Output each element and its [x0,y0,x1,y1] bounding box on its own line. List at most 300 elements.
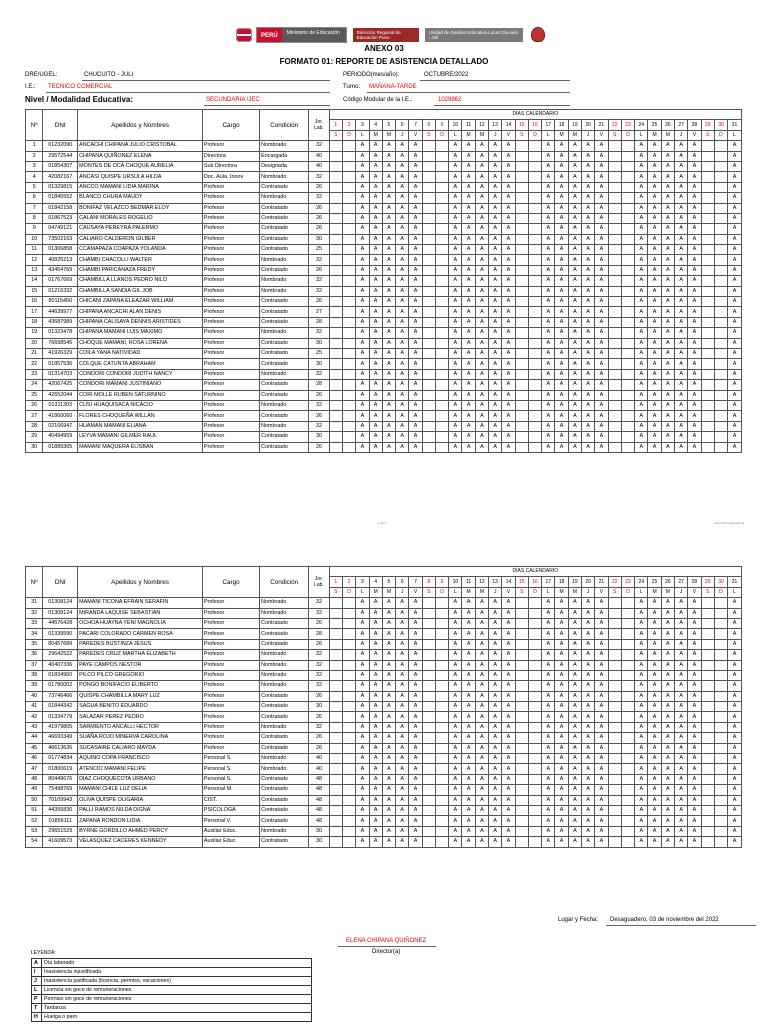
attendance-cell: A [462,421,475,431]
attendance-cell: A [568,338,581,348]
attendance-cell: A [356,182,369,192]
attendance-cell [515,660,528,670]
attendance-cell [422,816,435,826]
row-jornada: 32 [309,400,329,410]
attendance-cell: A [462,307,475,317]
attendance-cell [342,317,355,327]
attendance-cell [435,660,448,670]
attendance-cell: A [502,234,515,244]
row-nombre: PILCO PILCO GREGORIO [78,670,203,680]
attendance-cell: A [635,733,648,743]
day-number: 16 [528,577,541,587]
attendance-cell [608,618,621,628]
day-number: 14 [502,577,515,587]
attendance-cell: A [409,660,422,670]
attendance-cell: A [475,161,488,171]
attendance-cell [714,598,727,608]
attendance-cell: A [595,348,608,358]
attendance-cell [608,317,621,327]
attendance-cell: A [502,837,515,847]
attendance-cell: A [582,764,595,774]
attendance-cell: A [409,785,422,795]
attendance-cell: A [396,722,409,732]
table-row [26,754,742,764]
attendance-cell [701,380,714,390]
attendance-cell: A [555,795,568,805]
row-nombre: ANCASI QUISPE URSULA HILDA [78,172,203,182]
attendance-cell: A [568,411,581,421]
row-condicion: Contratado [260,359,309,369]
attendance-cell: A [369,255,382,265]
attendance-cell: A [728,722,742,732]
table-row [26,265,742,275]
attendance-cell: A [635,795,648,805]
attendance-cell: A [489,338,502,348]
attendance-cell: A [396,754,409,764]
row-condicion: Contratado [260,203,309,213]
attendance-cell [329,722,342,732]
row-jornada: 26 [309,743,329,753]
attendance-cell [515,598,528,608]
attendance-cell [515,338,528,348]
row-dni: 80449676 [43,774,78,784]
row-dni: 80457689 [43,639,78,649]
row-nombre: CORI MOLLE RUBEN SATURNINO [78,390,203,400]
attendance-cell [528,442,541,452]
attendance-cell: A [409,400,422,410]
header-dni: DNI [43,110,78,141]
attendance-cell: A [462,743,475,753]
attendance-cell: A [382,245,395,255]
attendance-cell: A [449,338,462,348]
attendance-cell: A [555,297,568,307]
attendance-cell: A [674,639,687,649]
attendance-cell: A [382,193,395,203]
attendance-cell [422,317,435,327]
table-row [26,733,742,743]
attendance-cell: A [489,432,502,442]
attendance-cell [515,369,528,379]
attendance-cell: A [568,660,581,670]
attendance-cell: A [356,421,369,431]
attendance-cell: A [475,691,488,701]
row-jornada: 32 [309,328,329,338]
attendance-cell: A [462,670,475,680]
row-cargo: Doc. Aula. Innov [202,172,259,182]
attendance-cell: A [396,442,409,452]
row-jornada: 48 [309,805,329,815]
attendance-cell: A [502,151,515,161]
attendance-cell: A [635,317,648,327]
attendance-cell: A [449,629,462,639]
day-number: 30 [714,577,727,587]
attendance-cell: A [568,307,581,317]
attendance-cell [701,743,714,753]
attendance-cell: A [542,618,555,628]
attendance-cell [701,193,714,203]
attendance-cell [528,328,541,338]
attendance-cell [435,213,448,223]
attendance-cell: A [595,328,608,338]
attendance-cell [342,224,355,234]
attendance-cell: A [568,691,581,701]
attendance-cell: A [502,255,515,265]
attendance-cell: A [688,276,701,286]
row-dni: 01845552 [43,193,78,203]
attendance-cell: A [728,255,742,265]
attendance-cell: A [449,265,462,275]
row-condicion: Contratado [260,629,309,639]
attendance-cell [435,338,448,348]
attendance-cell: A [382,650,395,660]
attendance-cell: A [595,618,608,628]
attendance-cell: A [595,213,608,223]
attendance-cell: A [582,608,595,618]
attendance-cell [329,234,342,244]
attendance-cell: A [542,805,555,815]
attendance-cell: A [449,245,462,255]
attendance-cell: A [595,722,608,732]
attendance-cell [422,359,435,369]
attendance-cell [608,442,621,452]
attendance-cell: A [688,691,701,701]
attendance-cell: A [555,691,568,701]
attendance-cell: A [595,629,608,639]
attendance-cell [435,182,448,192]
row-condicion: Contratado [260,837,309,847]
table-row [26,213,742,223]
attendance-cell: A [661,297,674,307]
attendance-cell: A [502,265,515,275]
attendance-cell: A [568,805,581,815]
row-cargo: Profesor [202,670,259,680]
attendance-cell: A [688,234,701,244]
attendance-cell: A [449,691,462,701]
attendance-cell [422,629,435,639]
legend-desc: Permiso sin goce de remuneraciones [42,995,312,1004]
attendance-cell [528,691,541,701]
attendance-cell: A [449,660,462,670]
row-nombre: PALLI RAMOS NILDA DIGNA [78,805,203,815]
attendance-cell: A [409,182,422,192]
attendance-cell [342,245,355,255]
day-number: 6 [396,577,409,587]
row-number: 53 [26,826,43,836]
attendance-cell: A [568,265,581,275]
attendance-cell [701,722,714,732]
attendance-cell: A [369,442,382,452]
attendance-cell [608,411,621,421]
attendance-cell [515,359,528,369]
attendance-cell: A [674,795,687,805]
attendance-cell: A [449,618,462,628]
attendance-cell: A [542,411,555,421]
attendance-cell [714,702,727,712]
attendance-cell [329,161,342,171]
attendance-cell: A [582,213,595,223]
attendance-cell: A [568,712,581,722]
attendance-cell: A [648,764,661,774]
attendance-cell: A [568,276,581,286]
attendance-cell: A [674,380,687,390]
row-dni: 42082167 [43,172,78,182]
row-jornada: 48 [309,774,329,784]
attendance-cell: A [409,224,422,234]
attendance-cell: A [661,390,674,400]
attendance-cell: A [542,203,555,213]
day-number: 26 [661,120,674,130]
attendance-cell: A [356,317,369,327]
attendance-cell [714,795,727,805]
attendance-cell [329,359,342,369]
attendance-cell [515,161,528,171]
day-number: 8 [422,577,435,587]
attendance-cell: A [688,141,701,151]
attendance-cell [621,754,634,764]
attendance-cell: A [356,151,369,161]
attendance-cell: A [369,650,382,660]
turno-value: MAÑANA-TARDE [369,84,417,90]
attendance-cell: A [502,421,515,431]
attendance-cell: A [582,785,595,795]
legend-title: LEYENDA: [31,950,56,956]
attendance-cell: A [635,650,648,660]
attendance-cell [714,338,727,348]
day-number: 15 [515,577,528,587]
attendance-cell: A [648,151,661,161]
row-cargo: Personal S. [202,764,259,774]
attendance-cell: A [396,411,409,421]
row-jornada: 40 [309,161,329,171]
attendance-cell: A [674,297,687,307]
attendance-cell: A [449,733,462,743]
weekday-letter: M [382,130,395,140]
attendance-cell: A [635,660,648,670]
row-dni: 41926329 [43,348,78,358]
attendance-cell [515,816,528,826]
row-jornada: 30 [309,359,329,369]
attendance-cell: A [688,650,701,660]
attendance-cell: A [635,161,648,171]
attendance-cell: A [489,297,502,307]
attendance-cell: A [369,265,382,275]
attendance-cell: A [555,141,568,151]
attendance-cell [608,224,621,234]
attendance-cell: A [542,691,555,701]
attendance-cell: A [462,369,475,379]
attendance-cell [701,369,714,379]
attendance-cell: A [409,733,422,743]
attendance-cell: A [542,681,555,691]
attendance-cell: A [382,598,395,608]
row-jornada: 32 [309,193,329,203]
weekday-letter: M [568,130,581,140]
attendance-cell: A [648,234,661,244]
attendance-cell: A [648,390,661,400]
attendance-cell: A [728,785,742,795]
attendance-cell: A [369,660,382,670]
attendance-cell [701,764,714,774]
attendance-cell: A [369,608,382,618]
legend-code: H [32,1013,42,1022]
row-dni: 44639977 [43,307,78,317]
attendance-cell: A [409,722,422,732]
attendance-cell: A [728,286,742,296]
attendance-cell [435,172,448,182]
day-number: 28 [688,577,701,587]
row-number: 8 [26,213,43,223]
attendance-cell: A [502,328,515,338]
row-condicion: Contratado [260,774,309,784]
attendance-cell [714,754,727,764]
attendance-cell: A [475,805,488,815]
attendance-cell: A [409,650,422,660]
row-condicion: Nombrado [260,141,309,151]
attendance-cell: A [582,681,595,691]
header-n: Nº [26,110,43,141]
attendance-cell: A [661,722,674,732]
weekday-letter: M [555,130,568,140]
attendance-cell [342,754,355,764]
attendance-cell: A [582,432,595,442]
attendance-cell: A [674,151,687,161]
row-cargo: Profesor [202,411,259,421]
attendance-cell: A [542,338,555,348]
attendance-cell: A [635,359,648,369]
attendance-cell [714,203,727,213]
attendance-cell: A [582,743,595,753]
attendance-cell: A [449,203,462,213]
row-jornada: 40 [309,754,329,764]
attendance-cell: A [635,722,648,732]
day-number: 3 [356,577,369,587]
attendance-cell [701,421,714,431]
attendance-cell: A [648,141,661,151]
attendance-cell [621,722,634,732]
attendance-cell [608,255,621,265]
attendance-cell [329,245,342,255]
row-jornada: 40 [309,151,329,161]
attendance-cell [515,442,528,452]
attendance-cell: A [502,702,515,712]
attendance-cell: A [409,307,422,317]
attendance-cell: A [555,245,568,255]
attendance-cell [515,629,528,639]
table-row [26,826,742,836]
attendance-cell: A [449,307,462,317]
attendance-cell: A [396,670,409,680]
attendance-cell [329,764,342,774]
attendance-cell: A [502,681,515,691]
attendance-cell [342,650,355,660]
attendance-cell: A [542,837,555,847]
attendance-cell: A [648,172,661,182]
attendance-cell: A [396,286,409,296]
attendance-cell [329,629,342,639]
attendance-cell: A [382,390,395,400]
attendance-cell [435,754,448,764]
attendance-cell: A [356,380,369,390]
attendance-cell: A [582,400,595,410]
attendance-cell [329,172,342,182]
attendance-cell: A [475,286,488,296]
attendance-cell: A [555,276,568,286]
attendance-cell [701,338,714,348]
row-condicion: Nombrado [260,660,309,670]
attendance-cell: A [489,369,502,379]
attendance-cell: A [449,161,462,171]
attendance-cell [329,785,342,795]
attendance-cell: A [356,172,369,182]
attendance-cell: A [728,629,742,639]
attendance-cell: A [648,639,661,649]
row-condicion: Contratado [260,712,309,722]
attendance-cell: A [449,234,462,244]
weekday-letter: M [648,587,661,597]
attendance-cell [515,837,528,847]
dre-label: DRE/UGEL: [25,72,58,78]
attendance-cell: A [542,317,555,327]
attendance-cell: A [595,390,608,400]
attendance-cell: A [542,297,555,307]
attendance-cell: A [409,245,422,255]
attendance-cell: A [582,691,595,701]
row-dni: 41860060 [43,411,78,421]
row-nombre: CHAMBILLA LLANOS PEDRO NILO [78,276,203,286]
attendance-cell [422,598,435,608]
attendance-cell: A [356,213,369,223]
attendance-cell: A [475,639,488,649]
row-dni: 01834960 [43,670,78,680]
attendance-cell: A [462,265,475,275]
attendance-cell: A [396,317,409,327]
attendance-cell [342,172,355,182]
attendance-cell: A [568,255,581,265]
attendance-cell [528,359,541,369]
attendance-cell: A [568,442,581,452]
attendance-cell: A [409,816,422,826]
attendance-cell [422,234,435,244]
attendance-cell: A [674,328,687,338]
day-number: 14 [502,120,515,130]
attendance-cell: A [409,213,422,223]
row-nombre: CUSI HUAQUISACA NICACIO [78,400,203,410]
attendance-cell [329,297,342,307]
weekday-letter: J [396,130,409,140]
attendance-cell: A [568,400,581,410]
attendance-cell: A [661,141,674,151]
row-number: 47 [26,764,43,774]
legend-desc: Inasistencia justificada (licencia, permiso, vacaciones) [42,977,312,986]
attendance-cell [528,650,541,660]
attendance-cell: A [356,307,369,317]
attendance-cell [528,795,541,805]
day-number: 16 [528,120,541,130]
row-dni: 46613636 [43,743,78,753]
attendance-cell: A [648,837,661,847]
attendance-cell: A [648,276,661,286]
attendance-cell: A [582,307,595,317]
attendance-cell: A [674,743,687,753]
attendance-cell: A [635,234,648,244]
attendance-cell: A [674,161,687,171]
footer-small-text: Anexo 03 / Formato 01 [714,521,745,525]
attendance-cell: A [661,276,674,286]
row-cargo: Profesor [202,369,259,379]
attendance-cell: A [635,432,648,442]
attendance-cell: A [661,234,674,244]
attendance-cell [701,182,714,192]
